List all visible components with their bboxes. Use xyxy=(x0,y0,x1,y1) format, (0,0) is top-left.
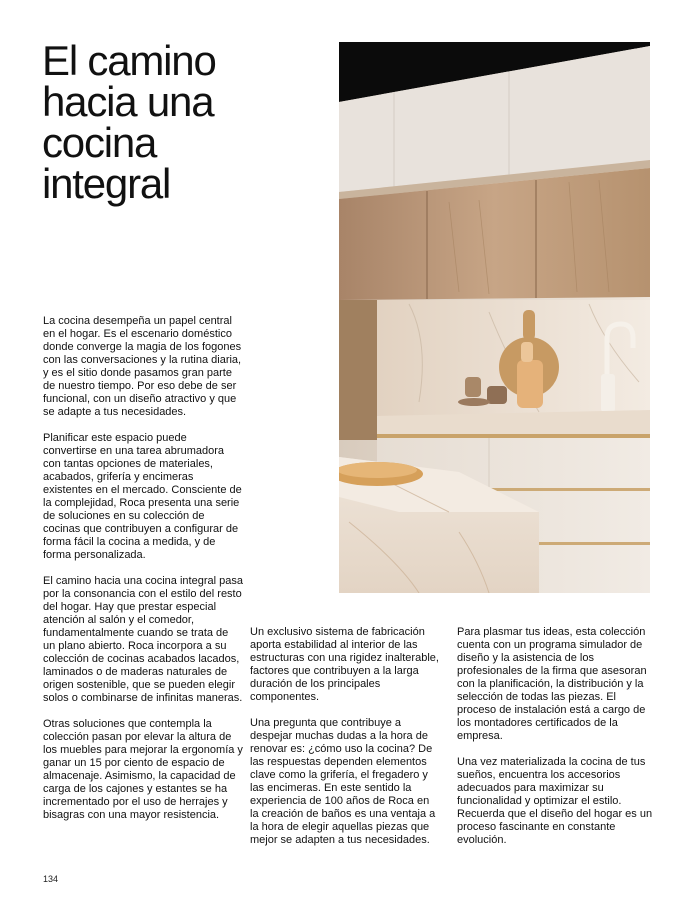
page-title xyxy=(42,37,322,207)
text-column-1 xyxy=(43,315,243,835)
paragraph: El camino hacia una cocina integral pasa por la consonancia con el estilo del resto del hogar. Hay que prestar especial atención al salón y el comedor, fundamentalmente cuando se trata de un plano abierto. Roca incorpora a su colección de cocinas acabados lacados, laminados o de maderas naturales de origen sostenible, que se pueden elegir solos o combinarse de infinitas maneras. xyxy=(43,575,243,704)
title-line: cocina xyxy=(42,119,157,166)
title-line: hacia una xyxy=(42,78,214,125)
paragraph: Una pregunta que contribuye a despejar muchas dudas a la hora de renovar es: ¿cómo uso la cocina? De las respuestas dependen elementos clave como la grifería, el fregadero y las encimeras. En este sentido la experiencia de 100 años de Roca en la creación de baños es una ventaja a la hora de elegir aquellas piezas que mejor se adapten a tus necesidades. xyxy=(250,717,436,846)
title-line: integral xyxy=(42,160,171,207)
kitchen-photo xyxy=(339,42,650,593)
paragraph: Un exclusivo sistema de fabricación aporta estabilidad al interior de las estructuras con una rigidez inalterable, factores que contribuyen a la larga duración de los principales componentes. xyxy=(250,626,439,703)
page-number: 134 xyxy=(43,874,59,884)
paragraph: Una vez materializada la cocina de tus sueños, encuentra los accesorios adecuados para maximizar su funcionalidad y optimizar el estilo. Recuerda que el diseño del hogar es un proceso fascinante en constante evolución. xyxy=(457,756,653,846)
paragraph: Otras soluciones que contempla la colección pasan por elevar la altura de los muebles para mejorar la ergonomía y ganar un 15 por ciento de espacio de almacenaje. Asimismo, la capacidad de carga de los cajones y estantes se ha incrementado por el uso de herrajes y bisagras con una mayor resistencia. xyxy=(43,718,243,821)
text-column-2 xyxy=(250,626,440,860)
text-column-3 xyxy=(457,626,657,860)
paragraph: La cocina desempeña un papel central en el hogar. Es el escenario doméstico donde converge la magia de los fogones con las conversaciones y la rutina diaria, y es el sitio donde pasamos gran parte de nuestro tiempo. Por eso debe de ser funcional, con un diseño atractivo y que se adapte a tus necesidades. xyxy=(43,315,242,418)
paragraph: Para plasmar tus ideas, esta colección cuenta con un programa simulador de diseño y la asistencia de los profesionales de la firma que asesoran con la planificación, la distribución y la selección de todas las piezas. El proceso de instalación está a cargo de los montadores certificados de la empresa. xyxy=(457,626,647,742)
paragraph: Planificar este espacio puede convertirse en una tarea abrumadora con tantas opciones de materiales, acabados, grifería y encimeras existentes en el mercado. Consciente de la complejidad, Roca presenta una serie de soluciones en su colección de cocinas que contribuyen a configurar de forma fácil la cocina a medida, y de forma personalizada. xyxy=(43,432,242,561)
title-line: El camino xyxy=(42,37,216,84)
